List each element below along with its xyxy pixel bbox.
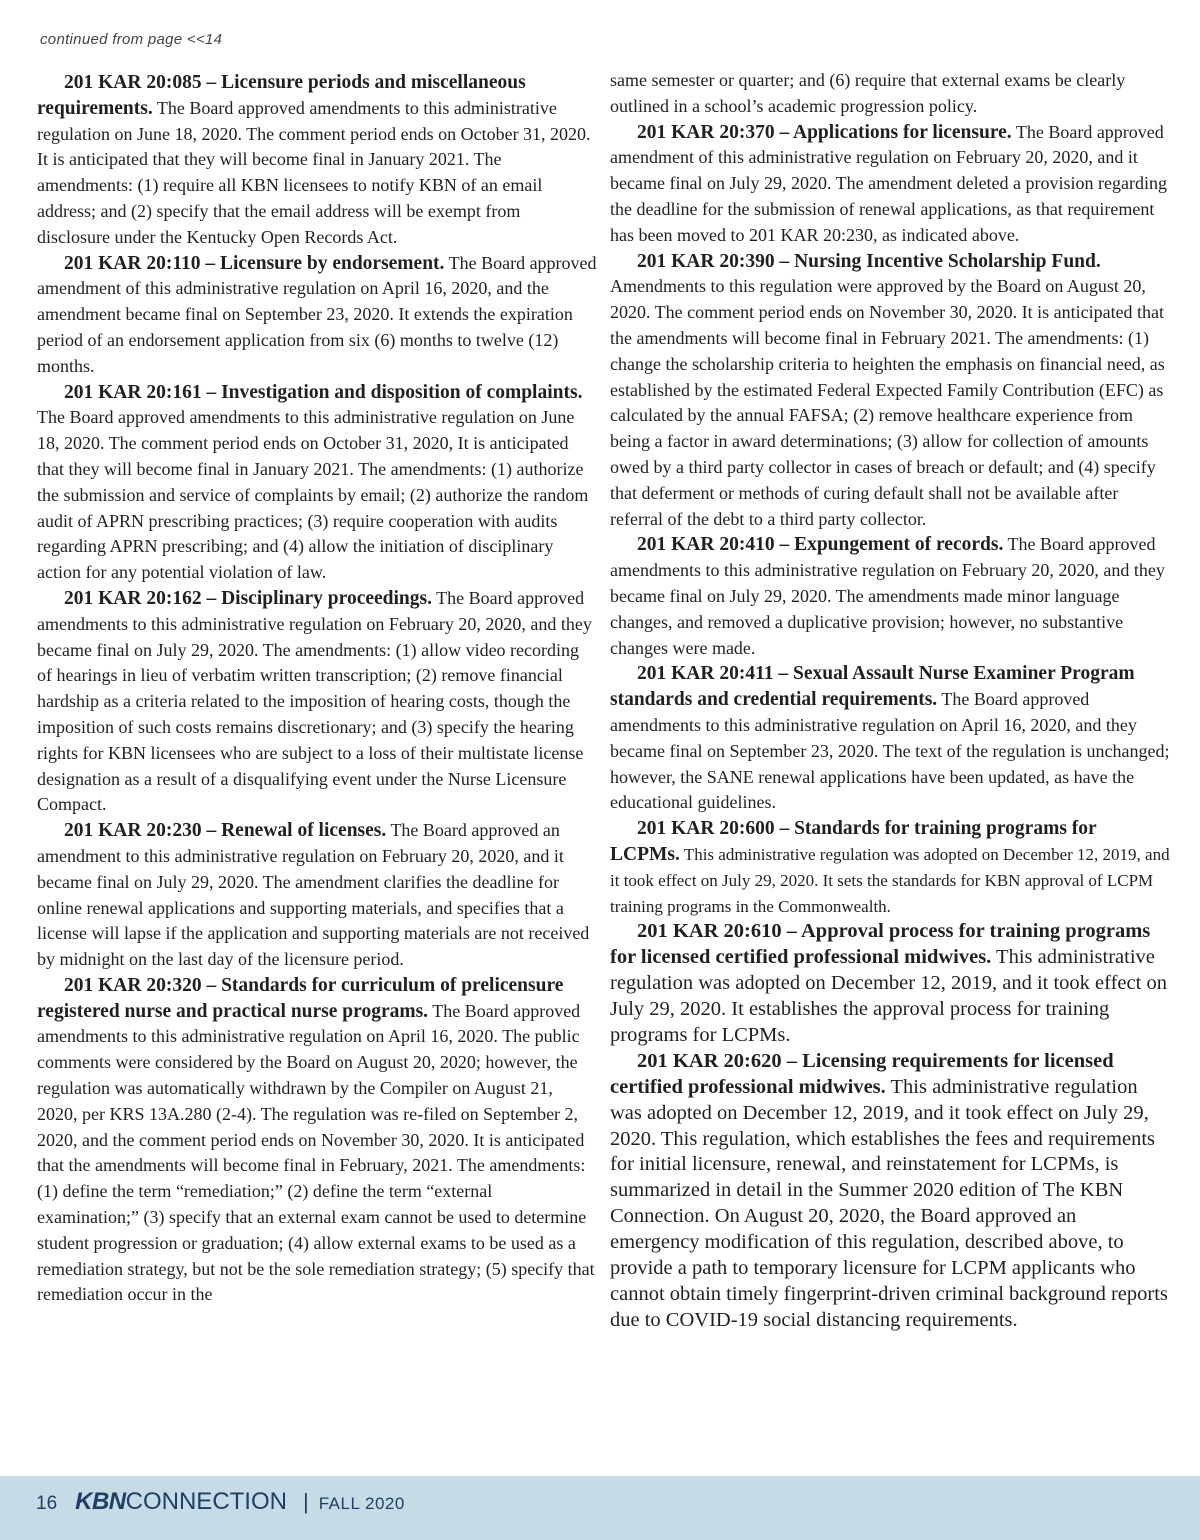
regulation-title: 201 KAR 20:161 – Investigation and disposition of complaints. <box>64 381 583 403</box>
regulation-entry <box>610 816 1170 919</box>
regulation-body: The Board approved amendment of this administrative regulation on February 20, 2020, and it became final on July 29, 2020. The amendment deleted a provision regarding the deadline for the submission of renewal applications, as that requirement has been moved to 201 KAR 20:230, as indicated above. <box>610 121 1168 245</box>
regulation-entry <box>610 919 1170 1049</box>
page-number: 16 <box>36 1493 58 1514</box>
left-column <box>37 70 597 1308</box>
continued-text: same semester or quarter; and (6) require that external exams be clearly outlined in a school’s academic progression policy. <box>610 70 1126 116</box>
regulation-body: The Board approved an amendment to this administrative regulation on February 20, 2020, and it became final on July 29, 2020. The amendment clarifies the deadline for online renewal applications and supporting materials, and specifies that a license will lapse if the application and supporting materials are not received by midnight on the last day of the licensure period. <box>37 820 590 970</box>
page-footer <box>0 1476 1200 1540</box>
regulation-title: 201 KAR 20:370 – Applications for licensure. <box>637 121 1012 143</box>
regulation-body: The Board approved amendments to this administrative regulation on June 18, 2020. The comment period ends on October 31, 2020, It is anticipated that they will become final in January 2021. The amendments: (1) authorize the submission and service of complaints by email; (2) authorize the random audit of APRN prescribing practices; (3) require cooperation with audits regarding APRN prescribing; and (4) allow the initiation of disciplinary action for any potential violation of law. <box>37 407 589 583</box>
regulation-entry <box>610 1049 1170 1334</box>
regulation-body: The Board approved amendments to this administrative regulation on February 20, 2020, and they became final on July 29, 2020. The amendments made minor language changes, and removed a duplicative provision; however, no substantive changes were made. <box>610 534 1165 658</box>
regulation-entry <box>610 249 1170 533</box>
footer-content <box>36 1488 405 1516</box>
regulation-body: The Board approved amendment of this administrative regulation on April 16, 2020, and the amendment became final on September 23, 2020. It extends the expiration period of an endorsement application from six (6) months to twelve (12) months. <box>37 252 597 376</box>
regulation-entry <box>37 251 597 380</box>
logo-connection: CONNECTION <box>125 1488 287 1515</box>
regulation-entry <box>610 532 1170 661</box>
regulation-body: The Board approved amendments to this administrative regulation on April 16, 2020. The public comments were considered by the Board on August 20, 2020; however, the regulation was automatically withdrawn by the Compiler on August 21, 2020, per KRS 13A.280 (2-4). The regulation was re-filed on September 2, 2020, and the comment period ends on November 30, 2020. It is anticipated that the amendments will become final in February, 2021. The amendments: (1) define the term “remediation;” (2) define the term “external examination;” (3) specify that an external exam cannot be used to determine student progression or graduation; (4) allow external exams to be used as a remediation strategy, but not be the sole remediation strategy; (5) specify that remediation occur in the <box>37 1000 595 1305</box>
regulation-title: 201 KAR 20:390 – Nursing Incentive Scholarship Fund. <box>637 250 1101 272</box>
regulation-body: The Board approved amendments to this administrative regulation on June 18, 2020. The comment period ends on October 31, 2020. It is anticipated that they will become final in January 2021. The amendments: (1) require all KBN licensees to notify KBN of an email address; and (2) specify that the email address will be exempt from disclosure under the Kentucky Open Records Act. <box>37 97 591 247</box>
regulation-title: 201 KAR 20:600 – Standards for training programs for LCPMs. <box>610 818 1097 865</box>
regulation-title: 201 KAR 20:085 – Licensure periods and miscellaneous requirements. <box>37 72 526 119</box>
continued-note: continued from page <<14 <box>40 31 223 48</box>
footer-separator: | <box>302 1489 309 1514</box>
regulation-entry <box>37 973 597 1308</box>
regulation-title: 201 KAR 20:110 – Licensure by endorsement. <box>64 252 445 274</box>
regulation-entry <box>37 380 597 586</box>
regulation-body: This administrative regulation was adopted on December 12, 2019, and it took effect on July 29, 2020. This regulation, which establishes the fees and requirements for initial licensure, renewal, and reinstatement for LCPMs, is summarized in detail in the Summer 2020 edition of The KBN Connection. On August 20, 2020, the Board approved an emergency modification of this regulation, described above, to provide a path to temporary licensure for LCPM applicants who cannot obtain timely fingerprint-driven criminal background reports due to COVID-19 social distancing requirements. <box>610 1075 1168 1331</box>
regulation-title: 201 KAR 20:610 – Approval process for training programs for licensed certified professional midwives. <box>610 920 1151 969</box>
regulation-title: 201 KAR 20:411 – Sexual Assault Nurse Examiner Program standards and credential requirements. <box>610 663 1135 711</box>
edition-label: FALL 2020 <box>318 1494 405 1513</box>
regulation-body: The Board approved amendments to this administrative regulation on February 20, 2020, and they became final on July 29, 2020. The amendments: (1) allow video recording of hearings in lieu of verbatim written transcription; (2) remove financial hardship as a criteria related to the imposition of hearing costs, though the imposition of such costs remains discretionary; and (3) specify the hearing rights for KBN licensees who are subject to a loss of their multistate license designation as a result of a disqualifying event under the Nurse Licensure Compact. <box>37 587 592 815</box>
regulation-title: 201 KAR 20:162 – Disciplinary proceedings. <box>64 587 432 609</box>
regulation-body: This administrative regulation was adopted on December 12, 2019, and it took effect on July 29, 2020. It sets the standards for KBN approval of LCPM training programs in the Commonwealth. <box>610 844 1170 916</box>
regulation-body: The Board approved amendments to this administrative regulation on April 16, 2020, and they became final on September 23, 2020. The text of the regulation is unchanged; however, the SANE renewal applications have been updated, as have the educational guidelines. <box>610 689 1170 813</box>
regulation-entry <box>37 586 597 818</box>
regulation-entry <box>610 661 1170 816</box>
regulation-title: 201 KAR 20:620 – Licensing requirements for licensed certified professional midwives. <box>610 1049 1114 1098</box>
regulation-title: 201 KAR 20:230 – Renewal of licenses. <box>64 820 387 842</box>
logo-kbn: KBN <box>75 1488 126 1515</box>
regulation-body: Amendments to this regulation were approved by the Board on August 20, 2020. The comment period ends on November 30, 2020. It is anticipated that the amendments will become final in February 2021. The amendments: (1) change the scholarship criteria to heighten the emphasis on financial need, as established by the estimated Federal Expected Family Contribution (EFC) as calculated by the annual FAFSA; (2) remove healthcare experience from being a factor in award determinations; (3) allow for collection of amounts owed by a third party collector in cases of breach or default; and (4) specify that deferment or methods of curing default shall not be available after referral of the debt to a third party collector. <box>610 276 1165 529</box>
regulation-entry <box>37 70 597 251</box>
regulation-entry <box>37 818 597 973</box>
regulation-entry <box>610 120 1170 249</box>
regulation-title: 201 KAR 20:410 – Expungement of records. <box>637 534 1004 556</box>
right-column <box>610 68 1170 1334</box>
regulation-title: 201 KAR 20:320 – Standards for curriculum of prelicensure registered nurse and practical nurse programs. <box>37 974 564 1022</box>
regulation-body: This administrative regulation was adopted on December 12, 2019, and it took effect on July 29, 2020. It establishes the approval process for training programs for LCPMs. <box>610 946 1167 1046</box>
